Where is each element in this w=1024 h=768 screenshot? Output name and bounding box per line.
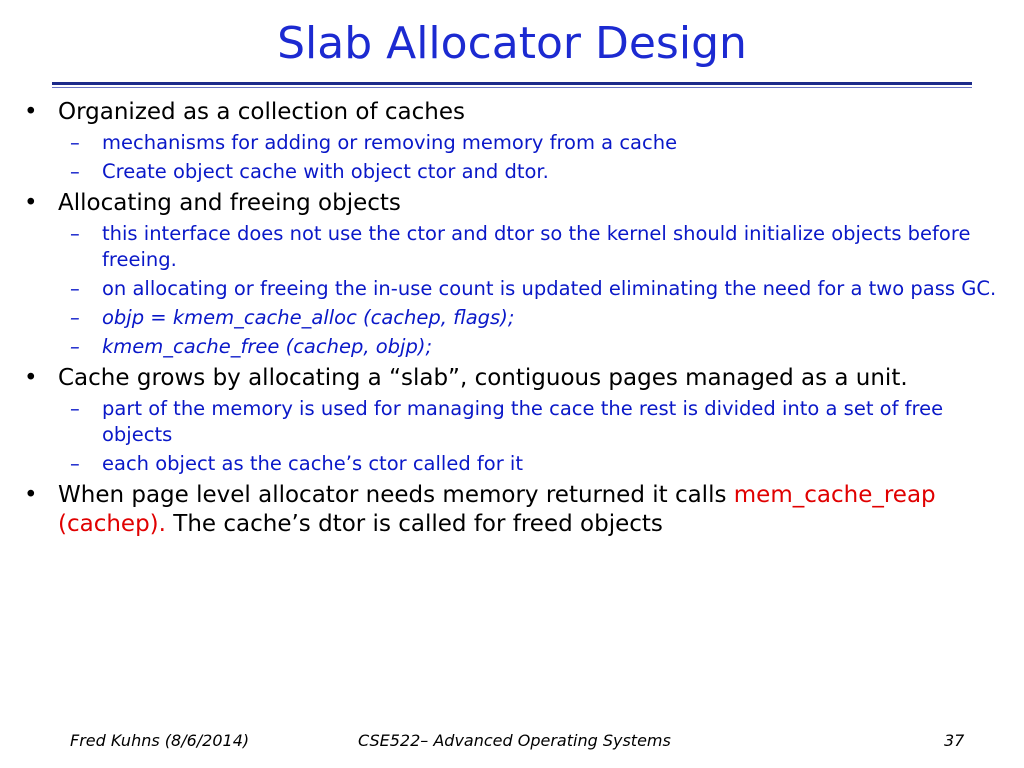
title-rule-thick xyxy=(52,82,972,85)
dash-mark: – xyxy=(70,452,80,475)
sub-bullet xyxy=(22,159,1002,185)
dash-mark: – xyxy=(70,397,80,420)
page-number: 37 xyxy=(944,731,965,750)
bullet-text: Allocating and freeing objects xyxy=(58,190,401,216)
bullet-text: Organized as a collection of caches xyxy=(58,99,465,125)
dash-mark: – xyxy=(70,277,80,300)
dash-mark: – xyxy=(70,335,80,358)
sub-bullet xyxy=(22,221,1002,273)
sub-bullet-text: objp = kmem_cache_alloc (cachep, flags); xyxy=(102,306,515,329)
bullet-mark: • xyxy=(24,482,38,508)
footer-course: CSE522– Advanced Operating Systems xyxy=(358,731,671,750)
bullet-allocating xyxy=(22,189,1002,218)
bullet-caches xyxy=(22,98,1002,127)
sub-bullet-text: on allocating or freeing the in-use count is updated eliminating the need for a two pass GC. xyxy=(102,277,997,300)
code-line-alloc xyxy=(22,305,1002,331)
bullet-cache-grows xyxy=(22,364,1002,393)
reap-call-highlight: mem_cache_reap (cachep). xyxy=(58,482,936,537)
sub-bullet-text: kmem_cache_free (cachep, objp); xyxy=(102,335,433,358)
slide-title: Slab Allocator Design xyxy=(277,18,747,69)
footer-author: Fred Kuhns (8/6/2014) xyxy=(70,731,250,750)
sub-bullet-text: Create object cache with object ctor and dtor. xyxy=(102,160,549,183)
sub-bullet xyxy=(22,130,1002,156)
dash-mark: – xyxy=(70,131,80,154)
bullet-text-pre: When page level allocator needs memory returned it calls xyxy=(58,482,734,508)
slide-content xyxy=(22,94,1002,539)
bullet-text-post: The cache’s dtor is called for freed objects xyxy=(165,511,663,537)
dash-mark: – xyxy=(70,306,80,329)
bullet-text: Cache grows by allocating a “slab”, contiguous pages managed as a unit. xyxy=(58,365,908,391)
sub-bullet-text: each object as the cache’s ctor called for it xyxy=(102,452,523,475)
dash-mark: – xyxy=(70,160,80,183)
sub-bullet-text: part of the memory is used for managing the cace the rest is divided into a set of free objects xyxy=(102,397,944,446)
sub-bullet xyxy=(22,396,1002,448)
bullet-mark: • xyxy=(24,99,38,125)
sub-bullet xyxy=(22,276,1002,302)
dash-mark: – xyxy=(70,222,80,245)
sub-bullet-text: mechanisms for adding or removing memory from a cache xyxy=(102,131,678,154)
bullet-mark: • xyxy=(24,365,38,391)
title-rule-thin xyxy=(52,87,972,88)
sub-bullet-text: this interface does not use the ctor and dtor so the kernel should initialize objects before freeing. xyxy=(102,222,971,271)
bullet-mark: • xyxy=(24,190,38,216)
bullet-page-level xyxy=(22,481,1002,539)
code-line-free xyxy=(22,334,1002,360)
sub-bullet xyxy=(22,451,1002,477)
